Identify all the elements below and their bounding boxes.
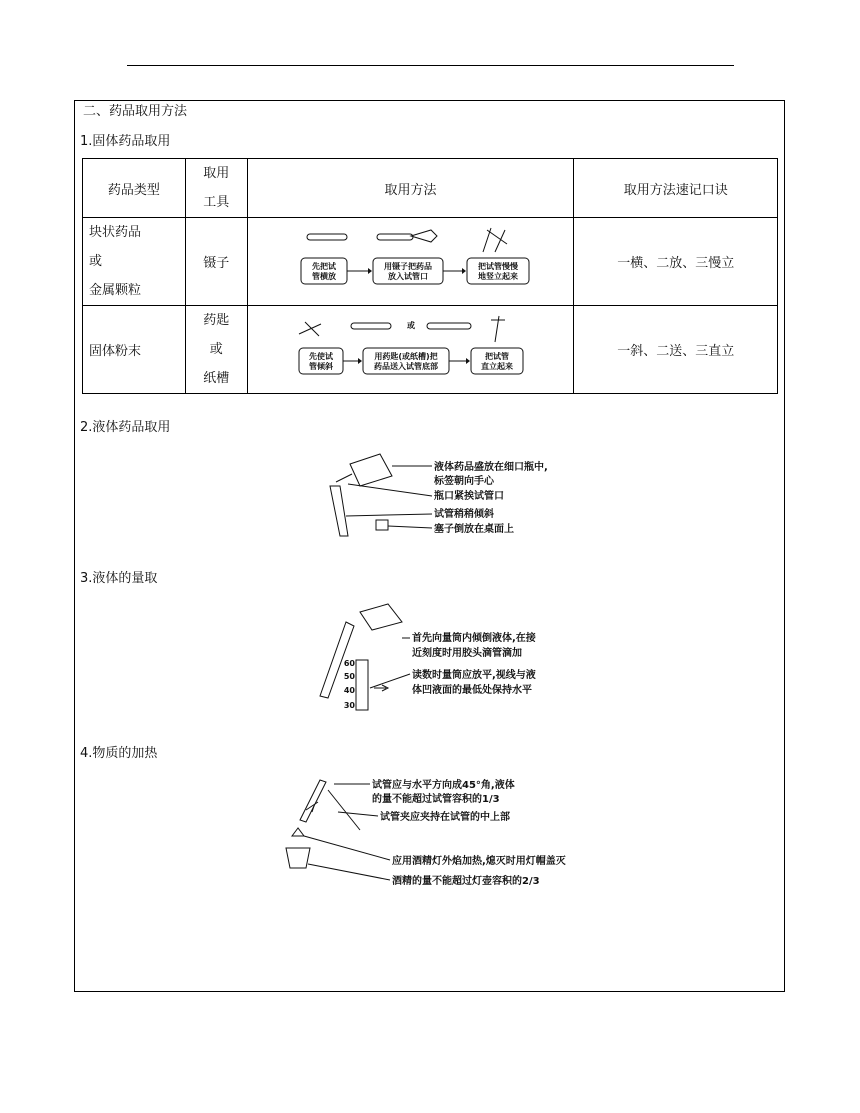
tube-horizontal-icon [307,234,347,240]
row2-tool-line: 或 [209,342,223,357]
step-label: 管横放 [311,271,336,281]
step-arrow-head [368,268,372,274]
row1-type-line: 块状药品 [89,225,142,240]
step-label: 直立起来 [480,361,513,371]
step-label: 先使试 [308,351,333,361]
bottle-mouth-icon [336,474,352,482]
row1-tool: 镊子 [185,218,247,306]
row1-mnemonic: 一横、二放、三慢立 [574,218,778,306]
liquid-note: 瓶口紧挨试管口 [434,491,504,502]
test-tube-icon [330,486,348,536]
heating-note: 试管应与水平方向成45°角,液体 [372,780,515,791]
step-label: 用镊子把药品 [383,261,432,271]
tweezers-icon [411,230,437,242]
solid-heading: 1.固体药品取用 [80,134,171,149]
scale-label: 50 [343,672,355,681]
liquid-note: 试管稍稍倾斜 [434,509,494,520]
step-label: 把试管慢慢 [477,261,518,271]
leader-line [370,674,410,688]
row2-tool [185,306,247,394]
leader-line [338,812,378,816]
measure-note: 体凹液面的最低处保持水平 [412,685,532,696]
scale-ruler-icon [356,660,368,710]
row2-type: 固体粉末 [83,306,186,394]
leader-line [388,526,432,528]
header-tool [185,159,247,218]
step-label: 地竖立起来 [477,271,518,281]
step-label: 用药匙(或纸槽)把 [373,351,438,361]
leader-line [304,836,390,860]
measure-note: 首先向量筒内倾倒液体,在接 [412,633,536,644]
measure-heading: 3.液体的量取 [80,571,158,586]
step-label: 把试管 [484,351,509,361]
tube-tilted-icon [299,322,321,336]
stopper-icon [376,520,388,530]
row1-type [83,218,186,306]
measure-note: 近刻度时用胶头滴管滴加 [412,648,522,659]
header-mnemonic: 取用方法速记口诀 [574,159,778,218]
spoon-tube-icon [351,323,391,329]
heating-note: 酒精的量不能超过灯壶容积的2/3 [392,876,540,887]
liquid-note: 标签朝向手心 [434,476,494,487]
leader-line [348,484,432,496]
liquid-note: 塞子倒放在桌面上 [434,524,514,535]
alcohol-lamp-icon [286,848,310,868]
reagent-bottle-icon [360,604,402,630]
tube-tweezers-icon [377,234,413,240]
header-tool-line1: 取用 [203,166,230,181]
step-arrow-head [358,358,362,364]
table-header-row [83,159,778,218]
step-arrow-head [462,268,466,274]
leader-line [346,514,432,516]
header-tool-line2: 工具 [203,195,230,210]
solid-table [82,158,778,394]
heating-diagram [278,772,578,892]
liquid-heading: 2.液体药品取用 [80,420,171,435]
header-method: 取用方法 [247,159,574,218]
step-label: 管倾斜 [308,361,333,371]
measure-note: 读数时量筒应放平,视线与液 [412,670,536,681]
tube-raising-icon [483,228,507,252]
scale-label: 60 [343,659,355,668]
scale-label: 30 [343,701,355,710]
step-arrow-head [466,358,470,364]
row1-type-line: 或 [89,254,103,269]
row2-tool-line: 药匙 [203,313,230,328]
measuring-diagram [312,598,572,714]
tube-holder-icon [328,790,360,830]
heating-heading: 4.物质的加热 [80,746,158,761]
liquid-note: 液体药品盛放在细口瓶中, [434,462,548,473]
heating-note: 试管夹应夹持在试管的中上部 [380,812,510,823]
step-label: 药品送入试管底部 [373,361,438,371]
step-label: 放入试管口 [387,271,428,281]
header-rule [127,65,734,66]
liquid-pouring-diagram [300,446,570,546]
header-type: 药品类型 [83,159,186,218]
tube-upright-icon [491,316,505,342]
table-row [83,218,778,306]
heating-note: 的量不能超过试管容积的1/3 [372,794,500,805]
row2-tool-line: 纸槽 [203,371,230,386]
row1-method-figure [247,218,574,306]
scale-label: 40 [343,686,355,695]
row2-method-figure [247,306,574,394]
reagent-bottle-icon [350,454,392,486]
section-title: 二、药品取用方法 [83,104,188,119]
table-row [83,306,778,394]
row1-type-line: 金属颗粒 [89,283,142,298]
heating-note: 应用酒精灯外焰加热,熄灭时用灯帽盖灭 [392,856,566,867]
powder-method-diagram [291,314,531,382]
leader-line [308,864,390,880]
step-label: 先把试 [311,261,336,271]
row2-mnemonic: 一斜、二送、三直立 [574,306,778,394]
paper-trough-tube-icon [427,323,471,329]
flame-icon [292,828,304,836]
or-label: 或 [406,320,415,330]
granule-method-diagram [291,226,531,294]
heated-test-tube-icon [300,780,326,822]
